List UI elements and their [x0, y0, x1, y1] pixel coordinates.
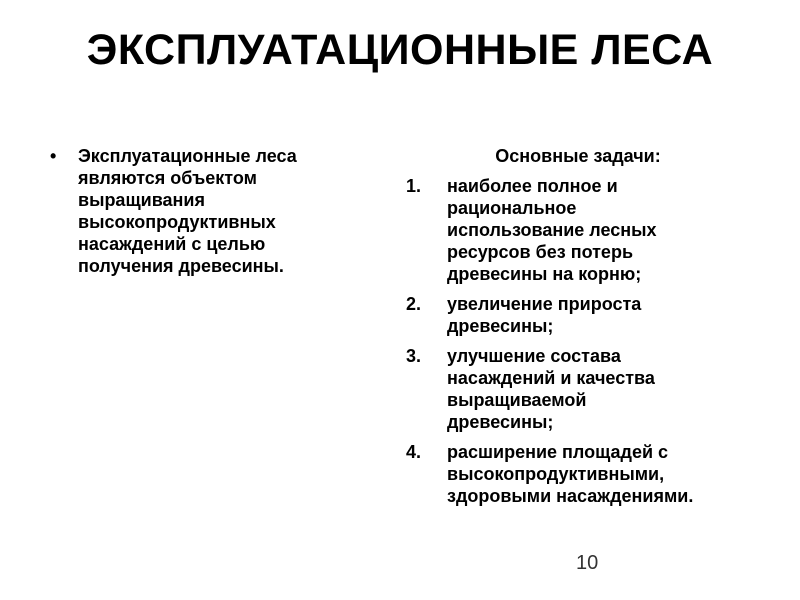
task-line: здоровыми насаждениями.: [447, 486, 694, 506]
task-number: 4.: [406, 442, 422, 462]
definition-line: Эксплуатационные леса: [78, 146, 297, 166]
tasks-heading: Основные задачи:: [495, 146, 661, 166]
task-line: насаждений и качества: [447, 368, 655, 388]
task-item-2: [406, 293, 756, 337]
task-line: рациональное: [447, 198, 577, 218]
definition-bullet: [50, 145, 370, 277]
task-line: выращиваемой: [447, 390, 587, 410]
task-number: 2.: [406, 294, 422, 314]
task-text: [447, 175, 657, 285]
task-line: увеличение прироста: [447, 294, 642, 314]
task-item-3: [406, 345, 756, 433]
task-line: наиболее полное и: [447, 176, 618, 196]
task-line: древесины на корню;: [447, 264, 642, 284]
bullet-icon: •: [50, 146, 57, 166]
task-line: расширение площадей с: [447, 442, 669, 462]
task-item-4: [406, 441, 756, 507]
task-line: древесины;: [447, 316, 554, 336]
task-line: использование лесных: [447, 220, 657, 240]
page-number: 10: [576, 552, 599, 574]
slide-title: ЭКСПЛУАТАЦИОННЫЕ ЛЕСА: [86, 26, 714, 74]
task-line: древесины;: [447, 412, 554, 432]
definition-line: выращивания: [78, 190, 205, 210]
task-line: высокопродуктивными,: [447, 464, 665, 484]
definition-line: получения древесины.: [78, 256, 284, 276]
task-text: [447, 293, 641, 337]
task-number: 1.: [406, 176, 422, 196]
task-item-1: [406, 175, 756, 285]
definition-line: являются объектом: [78, 168, 257, 188]
task-text: [447, 441, 693, 507]
task-text: [447, 345, 655, 433]
task-line: ресурсов без потерь: [447, 242, 634, 262]
definition-line: высокопродуктивных: [78, 212, 276, 232]
definition-text: [78, 145, 297, 277]
definition-line: насаждений с целью: [78, 234, 266, 254]
right-column: [406, 145, 756, 515]
left-column: [50, 145, 370, 277]
task-list: [406, 175, 756, 507]
task-line: улучшение состава: [447, 346, 621, 366]
task-number: 3.: [406, 346, 422, 366]
